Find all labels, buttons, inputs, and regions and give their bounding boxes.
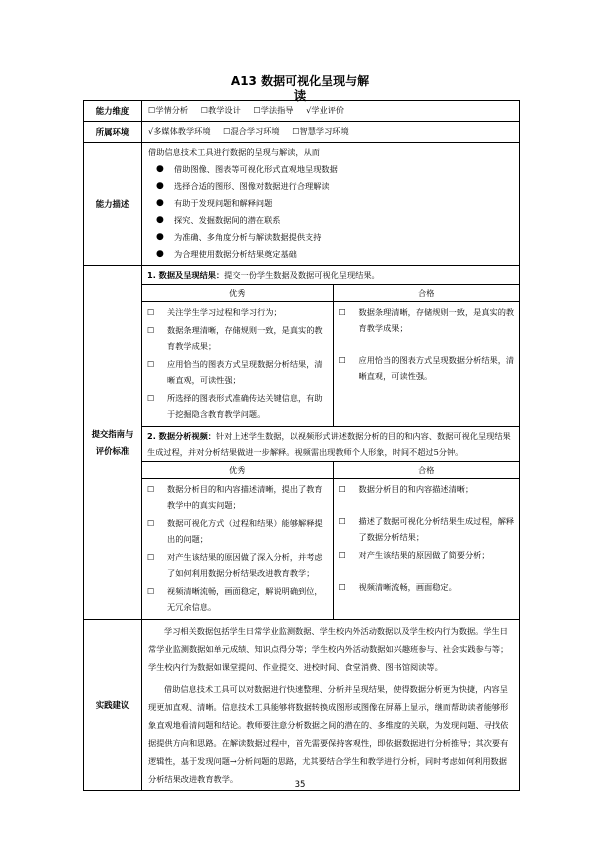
col-pass-header: 合格 xyxy=(333,462,519,479)
criterion-item: ☐ 应用恰当的图表方式呈现数据分析结果，清晰直观，可读性强。 xyxy=(337,352,517,384)
practice-label: 实践建议 xyxy=(84,620,142,791)
criterion-item: ☐ 对产生该结果的原因做了深入分析，并考虑了如何利用数据分析结果改进教育教学； xyxy=(145,549,330,581)
description-bullet: ● 探究、发掘数据间的潜在联系 xyxy=(156,215,281,225)
description-label: 能力描述 xyxy=(84,143,142,266)
col-excellent-header: 优秀 xyxy=(142,462,333,479)
criterion-item: ☐ 视频清晰流畅，画面稳定。 xyxy=(337,579,517,595)
description-bullet: ● 为合理使用数据分析结果奠定基础 xyxy=(156,249,297,259)
ability-label: 能力维度 xyxy=(84,101,142,122)
checkbox-icon: ☐ xyxy=(147,359,155,369)
environment-options xyxy=(142,122,520,143)
practice-content xyxy=(142,620,520,791)
criterion-item: ☐ 对产生该结果的原因做了简要分析； xyxy=(337,547,517,563)
criterion-item: ☐ 应用恰当的图表方式呈现数据分析结果，清晰直观，可读性强； xyxy=(145,356,330,388)
section-2-title: 2. 数据分析视频：针对上述学生数据，以视频形式讲述数据分析的目的和内容、数据可视化呈现结果生成过程，并对分析结果做进一步解释。视频需出现教师个人形象，时间不超过5分钟。 xyxy=(142,426,519,461)
excellent-criteria xyxy=(142,302,333,427)
section-2-criteria xyxy=(142,461,519,619)
description-bullet: ● 选择合适的图形、图像对数据进行合理解读 xyxy=(156,181,330,191)
criterion-item: ☐ 数据分析目的和内容描述清晰，提出了教育教学中的真实问题； xyxy=(145,481,330,513)
checkbox-icon: ☐ xyxy=(147,307,155,317)
checkbox-icon: ☐ xyxy=(338,355,346,365)
pass-criteria xyxy=(333,479,519,620)
excellent-criteria xyxy=(142,479,333,620)
criterion-item: ☐ 关注学生学习过程和学习行为； xyxy=(145,304,330,320)
environment-label: 所属环境 xyxy=(84,122,142,143)
checkbox-icon: ☐ xyxy=(147,325,155,335)
description-bullet: ● 为准确、多角度分析与解读数据提供支持 xyxy=(156,232,322,242)
competency-table xyxy=(83,100,520,791)
criterion-item: ☐ 数据条理清晰，存储规则一致，是真实的教育教学成果； xyxy=(337,304,517,336)
page-title: A13 数据可视化呈现与解 xyxy=(230,74,370,88)
description-content xyxy=(142,143,520,266)
ability-options xyxy=(142,101,520,122)
description-bullet: ● 有助于发现问题和解释问题 xyxy=(156,198,273,208)
page-title-continued: 读 xyxy=(293,88,307,103)
option-academic-evaluation: √学业评价 xyxy=(306,105,345,115)
option-method-guidance: ☐学法指导 xyxy=(253,105,294,115)
row-description xyxy=(84,143,520,266)
checkbox-icon: ☐ xyxy=(147,484,155,494)
checkbox-icon: ☐ xyxy=(338,550,346,560)
criterion-item: ☐ 数据可视化方式（过程和结果）能够解释提出的问题； xyxy=(145,515,330,547)
checkbox-icon: ☐ xyxy=(338,307,346,317)
submission-content xyxy=(142,266,520,620)
row-ability xyxy=(84,101,520,122)
description-bullet: ● 借助图像、图表等可视化形式直观地呈现数据 xyxy=(156,164,338,174)
row-practice xyxy=(84,620,520,791)
col-excellent-header: 优秀 xyxy=(142,285,333,302)
checkbox-icon: ☐ xyxy=(147,393,155,403)
criterion-item: ☐ 所选择的图表形式准确传达关键信息，有助于挖掘隐含教育教学问题。 xyxy=(145,390,330,422)
option-blended-env: ☐混合学习环境 xyxy=(223,126,280,136)
row-submission xyxy=(84,266,520,620)
criterion-item: ☐ 描述了数据可视化分析结果生成过程，解释了数据分析结果； xyxy=(337,513,517,545)
criterion-item: ☐ 视频清晰流畅，画面稳定，解说明确到位，无冗余信息。 xyxy=(145,583,330,615)
criterion-item: ☐ 数据条理清晰，存储规则一致，是真实的教育教学成果； xyxy=(145,322,330,354)
option-teaching-design: ☐教学设计 xyxy=(200,105,241,115)
checkbox-icon: ☐ xyxy=(338,582,346,592)
practice-paragraph: 学习相关数据包括学生日常学业监测数据、学生校内外活动数据以及学生校内行为数据。学生日常学业监测数据如单元成绩、知识点得分等；学生校内外活动数据如兴趣班参与、社会实践参与等；学生校内行为数据如课堂提问、作业提交、进校时间、食堂消费、图书馆阅读等。 xyxy=(148,626,509,672)
option-smart-env: ☐智慧学习环境 xyxy=(292,126,349,136)
option-learning-analysis: ☐学情分析 xyxy=(148,105,189,115)
checkbox-icon: ☐ xyxy=(338,516,346,526)
checkbox-icon: ☐ xyxy=(147,552,155,562)
pass-criteria xyxy=(333,302,519,427)
page-number: 35 xyxy=(294,780,306,790)
submission-label: 提交指南与 评价标准 xyxy=(84,266,142,620)
section-1-criteria xyxy=(142,284,519,426)
checkbox-icon: ☐ xyxy=(338,484,346,494)
description-intro: 借助信息技术工具进行数据的呈现与解读，从而 xyxy=(148,147,320,157)
criterion-item: ☐ 数据分析目的和内容描述清晰； xyxy=(337,481,517,497)
practice-paragraph: 借助信息技术工具可以对数据进行快速整理、分析并呈现结果，使得数据分析更为快捷，内容呈现更加直观、清晰。信息技术工具能够将数据转换成图形或图像在屏幕上显示，继而帮助读者能够形象直观地看清问题和结论。教师要注意分析数据之间的潜在的、多维度的关联，为发现问题、寻找依据提供方向和思路。在解读数据过程中，首先需要保持客观性，即依据数据进行分析推导；其次要有逻辑性，基于发现问题→分析问题的思路，尤其要结合学生和教学进行分析，同时考虑如何利用数据分析结果改进教育教学。 xyxy=(148,684,509,784)
checkbox-icon: ☐ xyxy=(147,586,155,596)
option-multimedia-env: √多媒体教学环境 xyxy=(148,126,211,136)
checkbox-icon: ☐ xyxy=(147,518,155,528)
section-1-title: 1. 数据及呈现结果：提交一份学生数据及数据可视化呈现结果。 xyxy=(147,270,380,280)
row-environment xyxy=(84,122,520,143)
col-pass-header: 合格 xyxy=(333,285,519,302)
